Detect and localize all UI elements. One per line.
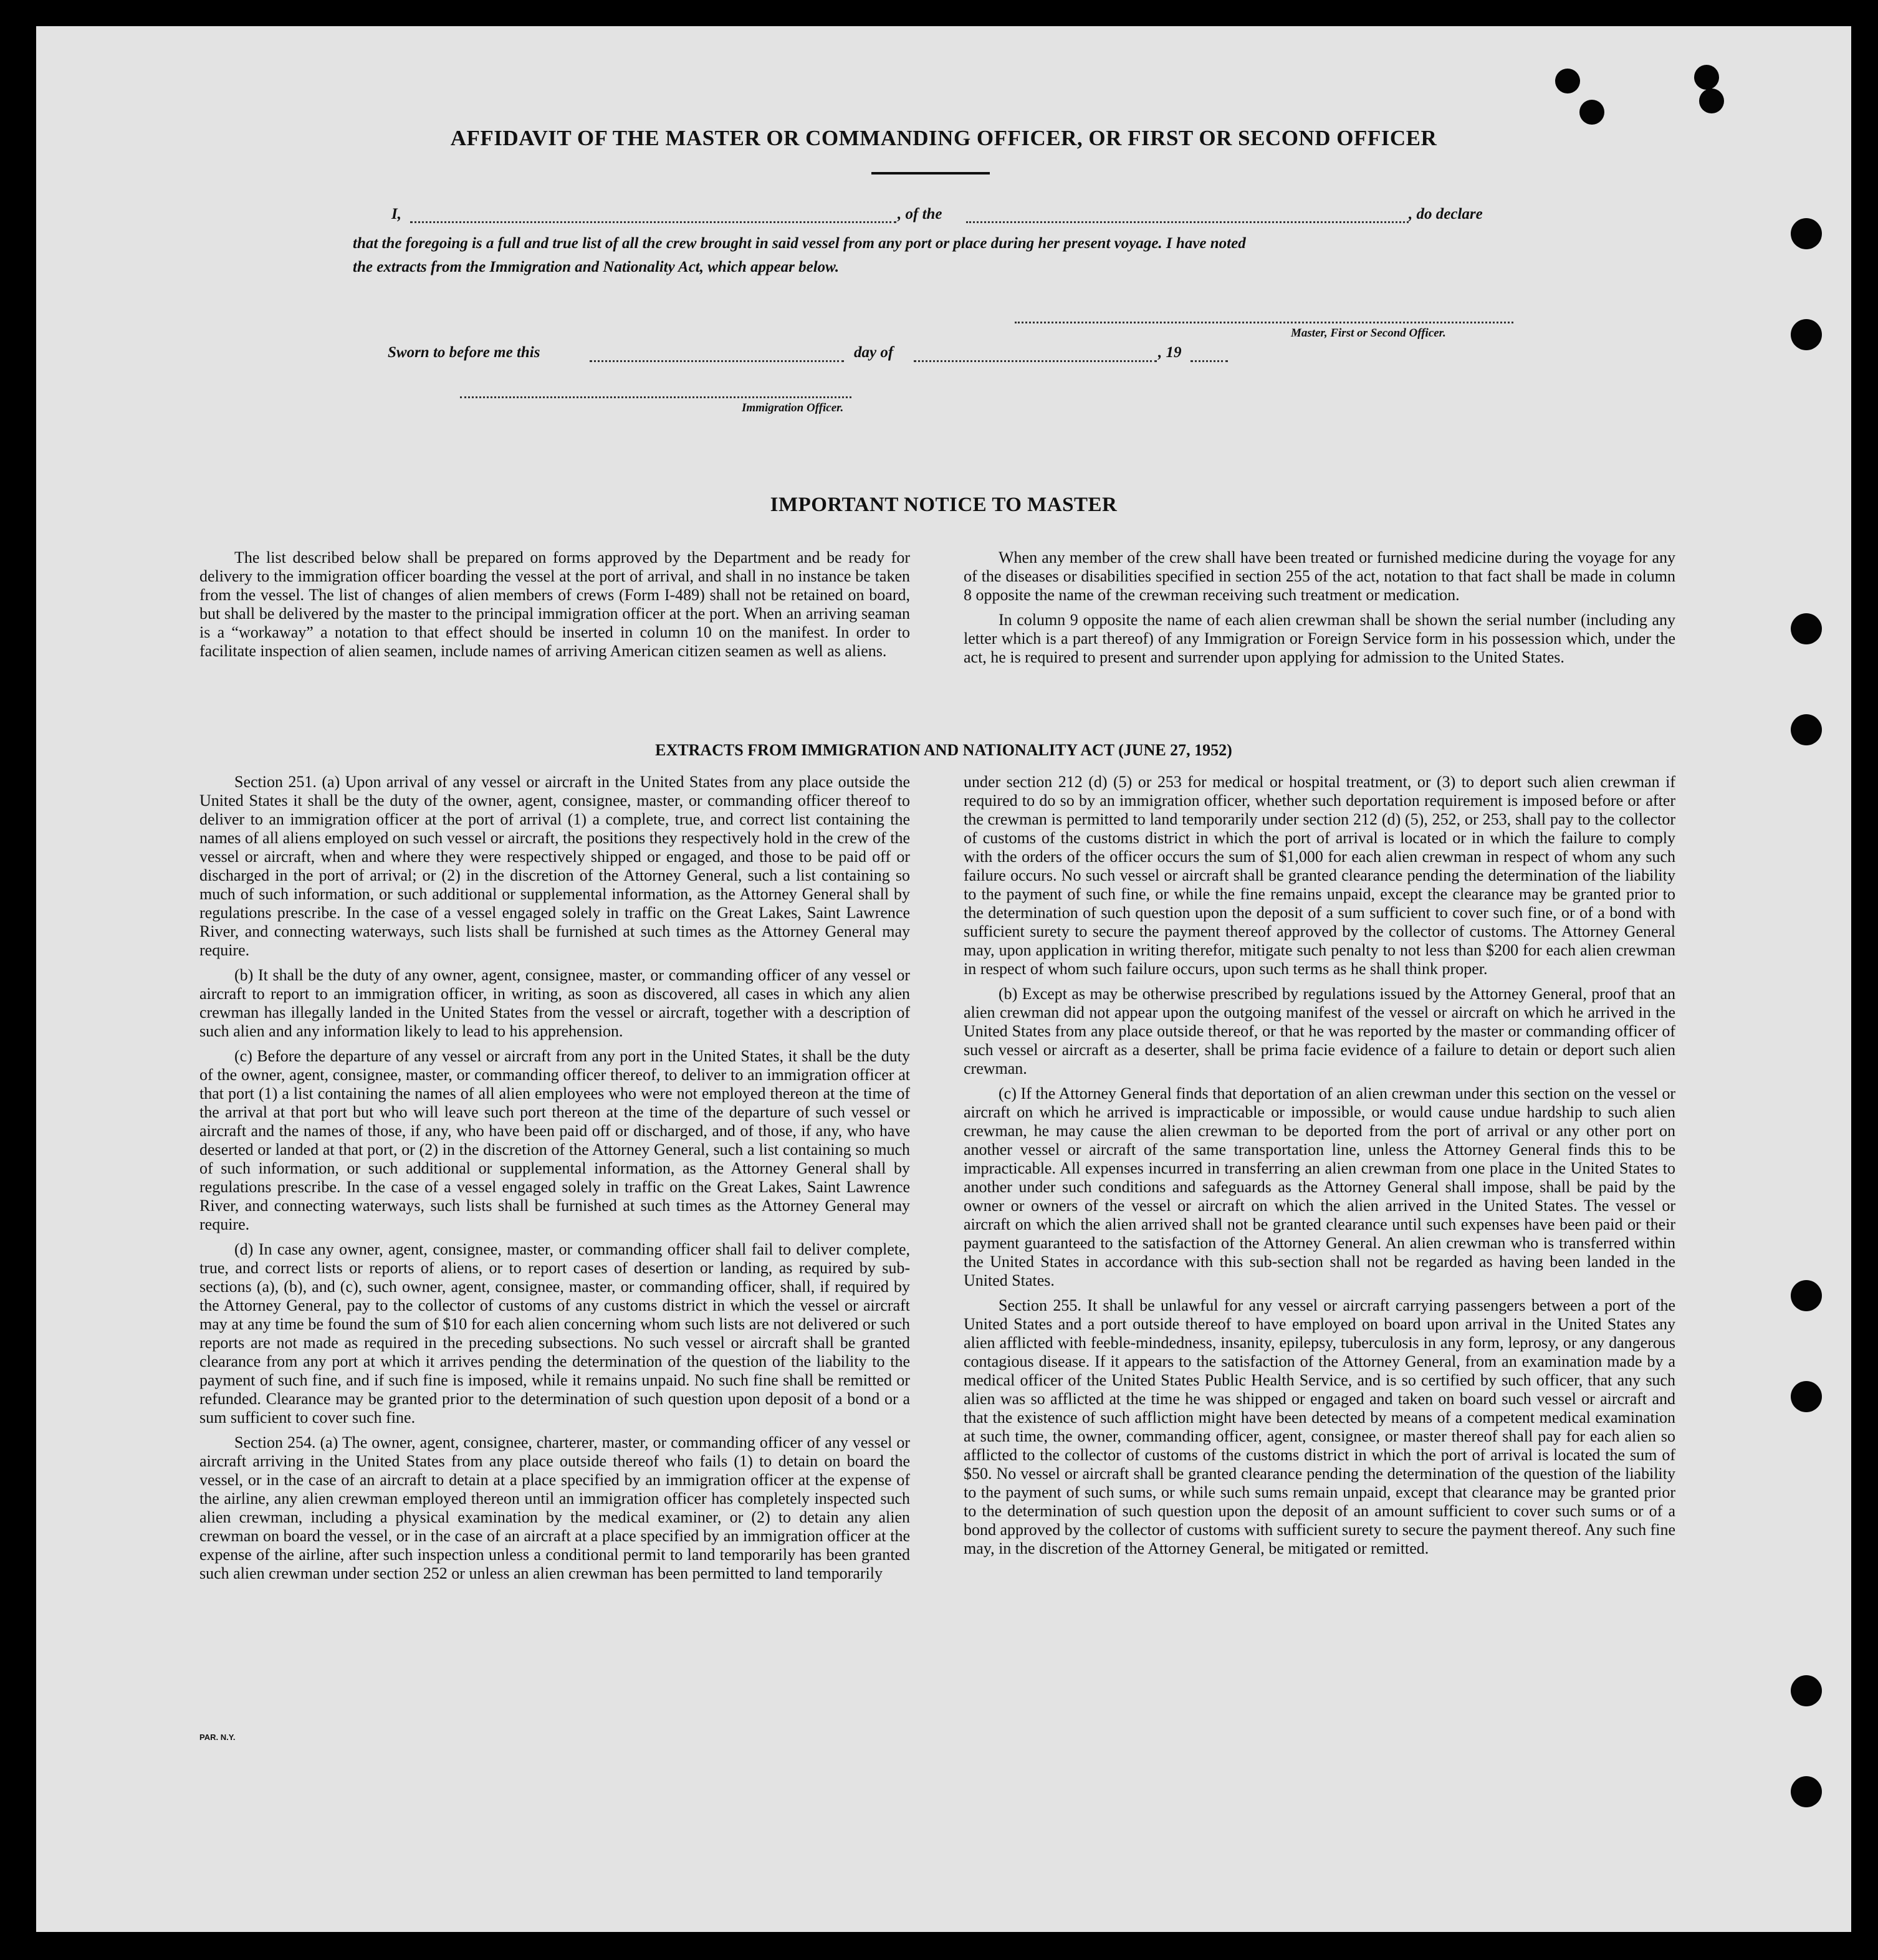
act-paragraph: Section 255. It shall be unlawful for any vessel or aircraft carrying passengers between a port of the United States and a port outside thereof to have employed on board upon arrival in the United States any alien afflicted with feeble-mindedness, insanity, epilepsy, tuberculosis in any form, leprosy, or any dangerous contagious disease. If it appears to the satisfaction of the Attorney General, from an examination made by a medical officer of the United States Public Health Service, and is so certified by such officer, that any such alien was so afflicted at the time he was shipped or engaged and taken on board such vessel or aircraft and that the existence of such affliction might have been detected by means of a competent medical examination at such time, the owner, commanding officer, agent, consignee, or master thereof shall pay for each alien so afflicted to the collector of customs of the customs district in which the port of arrival is located the sum of $50. No vessel or aircraft shall be granted clearance pending the determination of the question of the liability to the payment of such sums, or while such sums remain unpaid, except that clearance may be granted prior to the determination of such question upon the deposit of an amount sufficient to cover such sums or of a bond approved by the collector of customs with sufficient surety to secure the payment thereof. Any such fine may, in the discretion of the Attorney General, be mitigated or remitted. (964, 1296, 1675, 1557)
document-page (36, 26, 1851, 1932)
act-paragraph: (c) Before the departure of any vessel or aircraft from any port in the United States, it shall be the duty of the owner, agent, consignee, master, or commanding officer thereof, to deliver to an immigration officer at that port (1) a list containing the names of all alien employees who were not employed thereon at the time of the arrival at that port but who will leave such port thereon at the time of the departure of such vessel or aircraft and the names of those, if any, who have been paid off or discharged, and of those, if any, who have deserted or landed at that port, or (2) in the discretion of the Attorney General, such a list containing so much of such information, or such additional or supplemental information, as the Attorney General shall by regulations prescribe. In the case of a vessel engaged solely in traffic on the Great Lakes, Saint Lawrence River, and connecting waterways, such lists shall be furnished at such times as the Attorney General may require. (199, 1047, 910, 1233)
act-paragraph: (b) It shall be the duty of any owner, agent, consignee, master, or commanding officer of any vessel or aircraft to report to an immigration officer, in writing, as soon as discovered, all cases in which any alien crewman has illegally landed in the United States from the vessel or aircraft, together with a description of such alien and any information likely to lead to his apprehension. (199, 966, 910, 1040)
punch-mark (1694, 65, 1719, 90)
binder-hole (1791, 218, 1822, 249)
declaration-line-2: the extracts from the Immigration and Nationality Act, which appear below. (353, 259, 840, 275)
printer-mark: PAR. N.Y. (199, 1733, 236, 1742)
act-paragraph: under section 212 (d) (5) or 253 for medical or hospital treatment, or (3) to deport such alien crewman if required to do so by an immigration officer, whether such deportation requirement is imposed before or after the crewman is permitted to land temporarily under section 212 (d) (5), 252, or 253, shall pay to the collector of customs of the customs district in which the port of arrival is located or in which the failure to comply with the orders of the officer occurs the sum of $1,000 for each alien crewman in respect of whom any such failure occurs. No such vessel or aircraft shall be granted clearance pending the determination of the liability to the payment of such fine, or while the fine remains unpaid, except the clearance may be granted prior to the determination of such question upon the deposit of a sum sufficient to cover such fine, or of a bond with sufficient surety to secure the payment thereof approved by the collector of customs. The Attorney General may, upon application in writing therefor, mitigate such penalty to not less than $200 for each alien crewman in respect of whom such failure occurs, upon such terms as he shall think proper. (964, 773, 1675, 978)
extracts-right-column (964, 773, 1675, 1564)
binder-hole (1791, 319, 1822, 350)
year-label: , 19 (1158, 344, 1182, 361)
notice-right-column (964, 548, 1675, 673)
officer-signature-line[interactable] (460, 396, 851, 398)
extracts-title: EXTRACTS FROM IMMIGRATION AND NATIONALITY ACT (JUNE 27, 1952) (655, 741, 1232, 759)
vessel-field[interactable] (966, 221, 1409, 223)
act-paragraph: (b) Except as may be otherwise prescribed by regulations issued by the Attorney General, proof that an alien crewman did not appear upon the outgoing manifest of the vessel or aircraft on which he arrived in the United States from any place outside thereof, or that he was reported by the master or commanding officer of such vessel or aircraft as a deserter, shall be prima facie evidence of a failure to detain or deport such alien crewman. (964, 985, 1675, 1078)
punch-mark (1699, 88, 1724, 113)
act-paragraph: Section 254. (a) The owner, agent, consignee, charterer, master, or commanding officer of any vessel or aircraft arriving in the United States from any place outside thereof who fails (1) to detain on board the vessel, or in the case of an aircraft to detain at a place specified by an immigration officer at the expense of the airline, any alien crewman employed thereon until an immigration officer has completely inspected such alien crewman, including a physical examination by the medical examiner, or (2) to detain any alien crewman on board the vessel, or in the case of an aircraft at a place specified by an immigration officer at the expense of the airline, after such inspection unless a conditional permit to land temporarily has been granted such alien crewman under section 252 or unless an alien crewman has been permitted to land temporarily (199, 1433, 910, 1582)
notice-paragraph: In column 9 opposite the name of each alien crewman shall be shown the serial number (including any letter which is a part thereof) of any Immigration or Foreign Service form in his possession which, under the act, he is required to present and surrender upon applying for admission to the United States. (964, 611, 1675, 666)
do-declare-label: , do declare (1409, 206, 1483, 222)
name-field[interactable] (410, 221, 896, 223)
sworn-year-field[interactable] (1191, 360, 1228, 362)
master-signature-label: Master, First or Second Officer. (1291, 327, 1446, 340)
affidavit-title: AFFIDAVIT OF THE MASTER OR COMMANDING OFFICER, OR FIRST OR SECOND OFFICER (450, 126, 1437, 150)
punch-mark (1555, 69, 1580, 93)
notice-title: IMPORTANT NOTICE TO MASTER (770, 494, 1118, 516)
binder-hole (1791, 1675, 1822, 1706)
declaration-line-1: that the foregoing is a full and true list of all the crew brought in said vessel from any port or place during her present voyage. I have noted (353, 235, 1246, 252)
binder-hole (1791, 1776, 1822, 1807)
i-label: I, (391, 206, 401, 222)
act-paragraph: (d) In case any owner, agent, consignee, master, or commanding officer shall fail to deliver complete, true, and correct lists or reports of aliens, or to report cases of desertion or landing, as required by sub-sections (a), (b), and (c), such owner, agent, consignee, master, or commanding officer, shall, if required by the Attorney General, pay to the collector of customs of any customs district in which the vessel or aircraft may at any time be found the sum of $10 for each alien concerning whom such lists are not delivered or such reports are not made as required in the preceding subsections. No such vessel or aircraft shall be granted clearance from any port at which it arrives pending the determination of the question of the liability to the payment of such fine, and if such fine is imposed, while it remains unpaid. No such fine shall be remitted or refunded. Clearance may be granted prior to the determination of such question upon deposit of a bond or a sum sufficient to cover such fine. (199, 1240, 910, 1427)
punch-mark (1579, 100, 1604, 125)
binder-hole (1791, 613, 1822, 644)
extracts-left-column (199, 773, 910, 1589)
officer-signature-label: Immigration Officer. (742, 401, 844, 414)
act-paragraph: (c) If the Attorney General finds that deportation of an alien crewman under this section on the vessel or aircraft on which he arrived is impracticable or impossible, or would cause undue hardship to such alien crewman, he may cause the alien crewman to be deported from the port of arrival or any other port on another vessel or aircraft of the same transportation line, unless the Attorney General finds this to be impracticable. All expenses incurred in transferring an alien crewman from one place in the United States to another under such conditions and safeguards as the Attorney General shall impose, shall be paid by the owner or owners of the vessel or aircraft on which the alien arrived in the United States. The vessel or aircraft on which the alien arrived shall not be granted clearance until such expenses have been paid or their payment guaranteed to the satisfaction of the Attorney General. An alien crewman who is transferred within the United States in accordance with this sub-section shall not be regarded as having been landed in the United States. (964, 1084, 1675, 1289)
notice-paragraph: When any member of the crew shall have been treated or furnished medicine during the voyage for any of the diseases or disabilities specified in section 255 of the act, notation to that fact shall be made in column 8 opposite the name of the crewman receiving such treatment or medication. (964, 548, 1675, 604)
binder-hole (1791, 1280, 1822, 1311)
act-paragraph: Section 251. (a) Upon arrival of any vessel or aircraft in the United States from any place outside the United States it shall be the duty of the owner, agent, consignee, master, or commanding officer thereof to deliver to an immigration officer at the port of arrival (1) a complete, true, and correct list containing the names of all aliens employed on such vessel or aircraft, the positions they respectively hold in the crew of the vessel or aircraft, when and where they were respectively shipped or engaged, and those to be paid off or discharged in the port of arrival; or (2) in the discretion of the Attorney General, such a list containing so much of such information, or such additional or supplemental information, as the Attorney General shall by regulations prescribe. In the case of a vessel engaged solely in traffic on the Great Lakes, Saint Lawrence River, and connecting waterways, such lists shall be furnished at such times as the Attorney General may require. (199, 773, 910, 959)
title-rule (871, 172, 990, 174)
notice-left-column (199, 548, 910, 667)
sworn-day-field[interactable] (590, 360, 844, 362)
of-the-label: , of the (898, 206, 942, 222)
notice-paragraph: The list described below shall be prepared on forms approved by the Department and be ready for delivery to the immigration officer boarding the vessel at the port of arrival, and shall in no instance be taken from the vessel. The list of changes of alien members of crews (Form I-489) shall not be retained on board, but shall be delivered by the master to the principal immigration officer at the port. When an arriving seaman is a “workaway” a notation to that effect should be inserted in column 10 on the manifest. In order to facilitate inspection of alien seamen, include names of arriving American citizen seamen as well as aliens. (199, 548, 910, 660)
sworn-label: Sworn to before me this (388, 344, 540, 361)
master-signature-line[interactable] (1015, 322, 1513, 323)
sworn-month-field[interactable] (914, 360, 1157, 362)
binder-hole (1791, 1381, 1822, 1412)
day-of-label: day of (854, 344, 894, 361)
